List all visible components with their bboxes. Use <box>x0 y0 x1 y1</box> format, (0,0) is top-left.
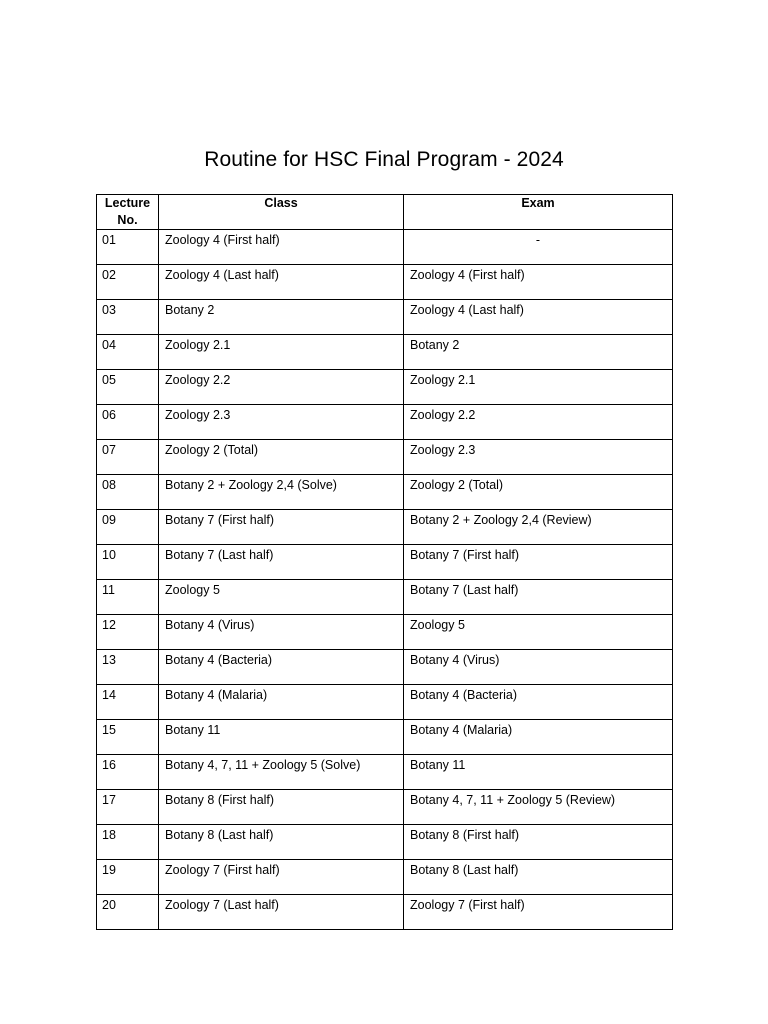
exam-cell: Zoology 7 (First half) <box>404 895 673 930</box>
lecture-no-cell: 12 <box>97 615 159 650</box>
lecture-no-cell: 06 <box>97 405 159 440</box>
table-row <box>97 825 673 860</box>
table-header <box>97 195 673 230</box>
table-row <box>97 860 673 895</box>
table-row <box>97 440 673 475</box>
table-row <box>97 895 673 930</box>
lecture-no-cell: 10 <box>97 545 159 580</box>
exam-cell: Zoology 2.3 <box>404 440 673 475</box>
class-cell: Zoology 2.2 <box>159 370 404 405</box>
lecture-no-cell: 16 <box>97 755 159 790</box>
class-cell: Zoology 4 (Last half) <box>159 265 404 300</box>
class-cell: Zoology 5 <box>159 580 404 615</box>
lecture-no-cell: 17 <box>97 790 159 825</box>
lecture-no-header: Lecture No. <box>97 195 159 230</box>
class-cell: Botany 8 (First half) <box>159 790 404 825</box>
exam-cell: Zoology 4 (First half) <box>404 265 673 300</box>
lecture-no-cell: 13 <box>97 650 159 685</box>
class-cell: Botany 2 <box>159 300 404 335</box>
table-row <box>97 230 673 265</box>
class-header: Class <box>159 195 404 230</box>
page-title: Routine for HSC Final Program - 2024 <box>204 148 564 171</box>
table-row <box>97 475 673 510</box>
table-body <box>97 230 673 930</box>
exam-cell: Botany 7 (First half) <box>404 545 673 580</box>
exam-cell: Botany 4 (Malaria) <box>404 720 673 755</box>
class-cell: Botany 4, 7, 11 + Zoology 5 (Solve) <box>159 755 404 790</box>
exam-cell: Botany 4 (Virus) <box>404 650 673 685</box>
class-cell: Botany 8 (Last half) <box>159 825 404 860</box>
table-row <box>97 300 673 335</box>
lecture-no-cell: 07 <box>97 440 159 475</box>
header-row <box>97 195 673 230</box>
table-row <box>97 405 673 440</box>
exam-cell: Botany 4 (Bacteria) <box>404 685 673 720</box>
exam-cell: Botany 7 (Last half) <box>404 580 673 615</box>
class-cell: Zoology 7 (Last half) <box>159 895 404 930</box>
lecture-no-cell: 19 <box>97 860 159 895</box>
table-row <box>97 510 673 545</box>
lecture-no-cell: 05 <box>97 370 159 405</box>
exam-header: Exam <box>404 195 673 230</box>
table-row <box>97 650 673 685</box>
lecture-no-cell: 08 <box>97 475 159 510</box>
lecture-no-cell: 18 <box>97 825 159 860</box>
table-row <box>97 265 673 300</box>
class-cell: Botany 4 (Malaria) <box>159 685 404 720</box>
lecture-no-cell: 02 <box>97 265 159 300</box>
table-row <box>97 755 673 790</box>
exam-cell: Zoology 5 <box>404 615 673 650</box>
exam-cell: Botany 4, 7, 11 + Zoology 5 (Review) <box>404 790 673 825</box>
class-cell: Zoology 7 (First half) <box>159 860 404 895</box>
table-row <box>97 720 673 755</box>
lecture-no-cell: 20 <box>97 895 159 930</box>
exam-cell: Botany 11 <box>404 755 673 790</box>
exam-cell: Zoology 2 (Total) <box>404 475 673 510</box>
class-cell: Botany 4 (Bacteria) <box>159 650 404 685</box>
lecture-no-cell: 11 <box>97 580 159 615</box>
table-row <box>97 790 673 825</box>
exam-cell: Zoology 2.2 <box>404 405 673 440</box>
exam-cell: Botany 8 (Last half) <box>404 860 673 895</box>
class-cell: Zoology 2.1 <box>159 335 404 370</box>
exam-cell: Zoology 4 (Last half) <box>404 300 673 335</box>
lecture-no-cell: 01 <box>97 230 159 265</box>
class-cell: Botany 7 (Last half) <box>159 545 404 580</box>
class-cell: Zoology 2.3 <box>159 405 404 440</box>
table-row <box>97 335 673 370</box>
lecture-no-cell: 03 <box>97 300 159 335</box>
class-cell: Botany 4 (Virus) <box>159 615 404 650</box>
table-row <box>97 370 673 405</box>
lecture-no-cell: 14 <box>97 685 159 720</box>
class-cell: Zoology 4 (First half) <box>159 230 404 265</box>
table-row <box>97 580 673 615</box>
table-row <box>97 615 673 650</box>
class-cell: Zoology 2 (Total) <box>159 440 404 475</box>
class-cell: Botany 7 (First half) <box>159 510 404 545</box>
exam-cell: - <box>404 230 673 265</box>
class-cell: Botany 2 + Zoology 2,4 (Solve) <box>159 475 404 510</box>
table-row <box>97 685 673 720</box>
lecture-no-cell: 09 <box>97 510 159 545</box>
table-row <box>97 545 673 580</box>
exam-cell: Botany 8 (First half) <box>404 825 673 860</box>
class-cell: Botany 11 <box>159 720 404 755</box>
exam-cell: Zoology 2.1 <box>404 370 673 405</box>
exam-cell: Botany 2 + Zoology 2,4 (Review) <box>404 510 673 545</box>
exam-cell: Botany 2 <box>404 335 673 370</box>
routine-table <box>96 194 673 930</box>
lecture-no-cell: 04 <box>97 335 159 370</box>
lecture-no-cell: 15 <box>97 720 159 755</box>
